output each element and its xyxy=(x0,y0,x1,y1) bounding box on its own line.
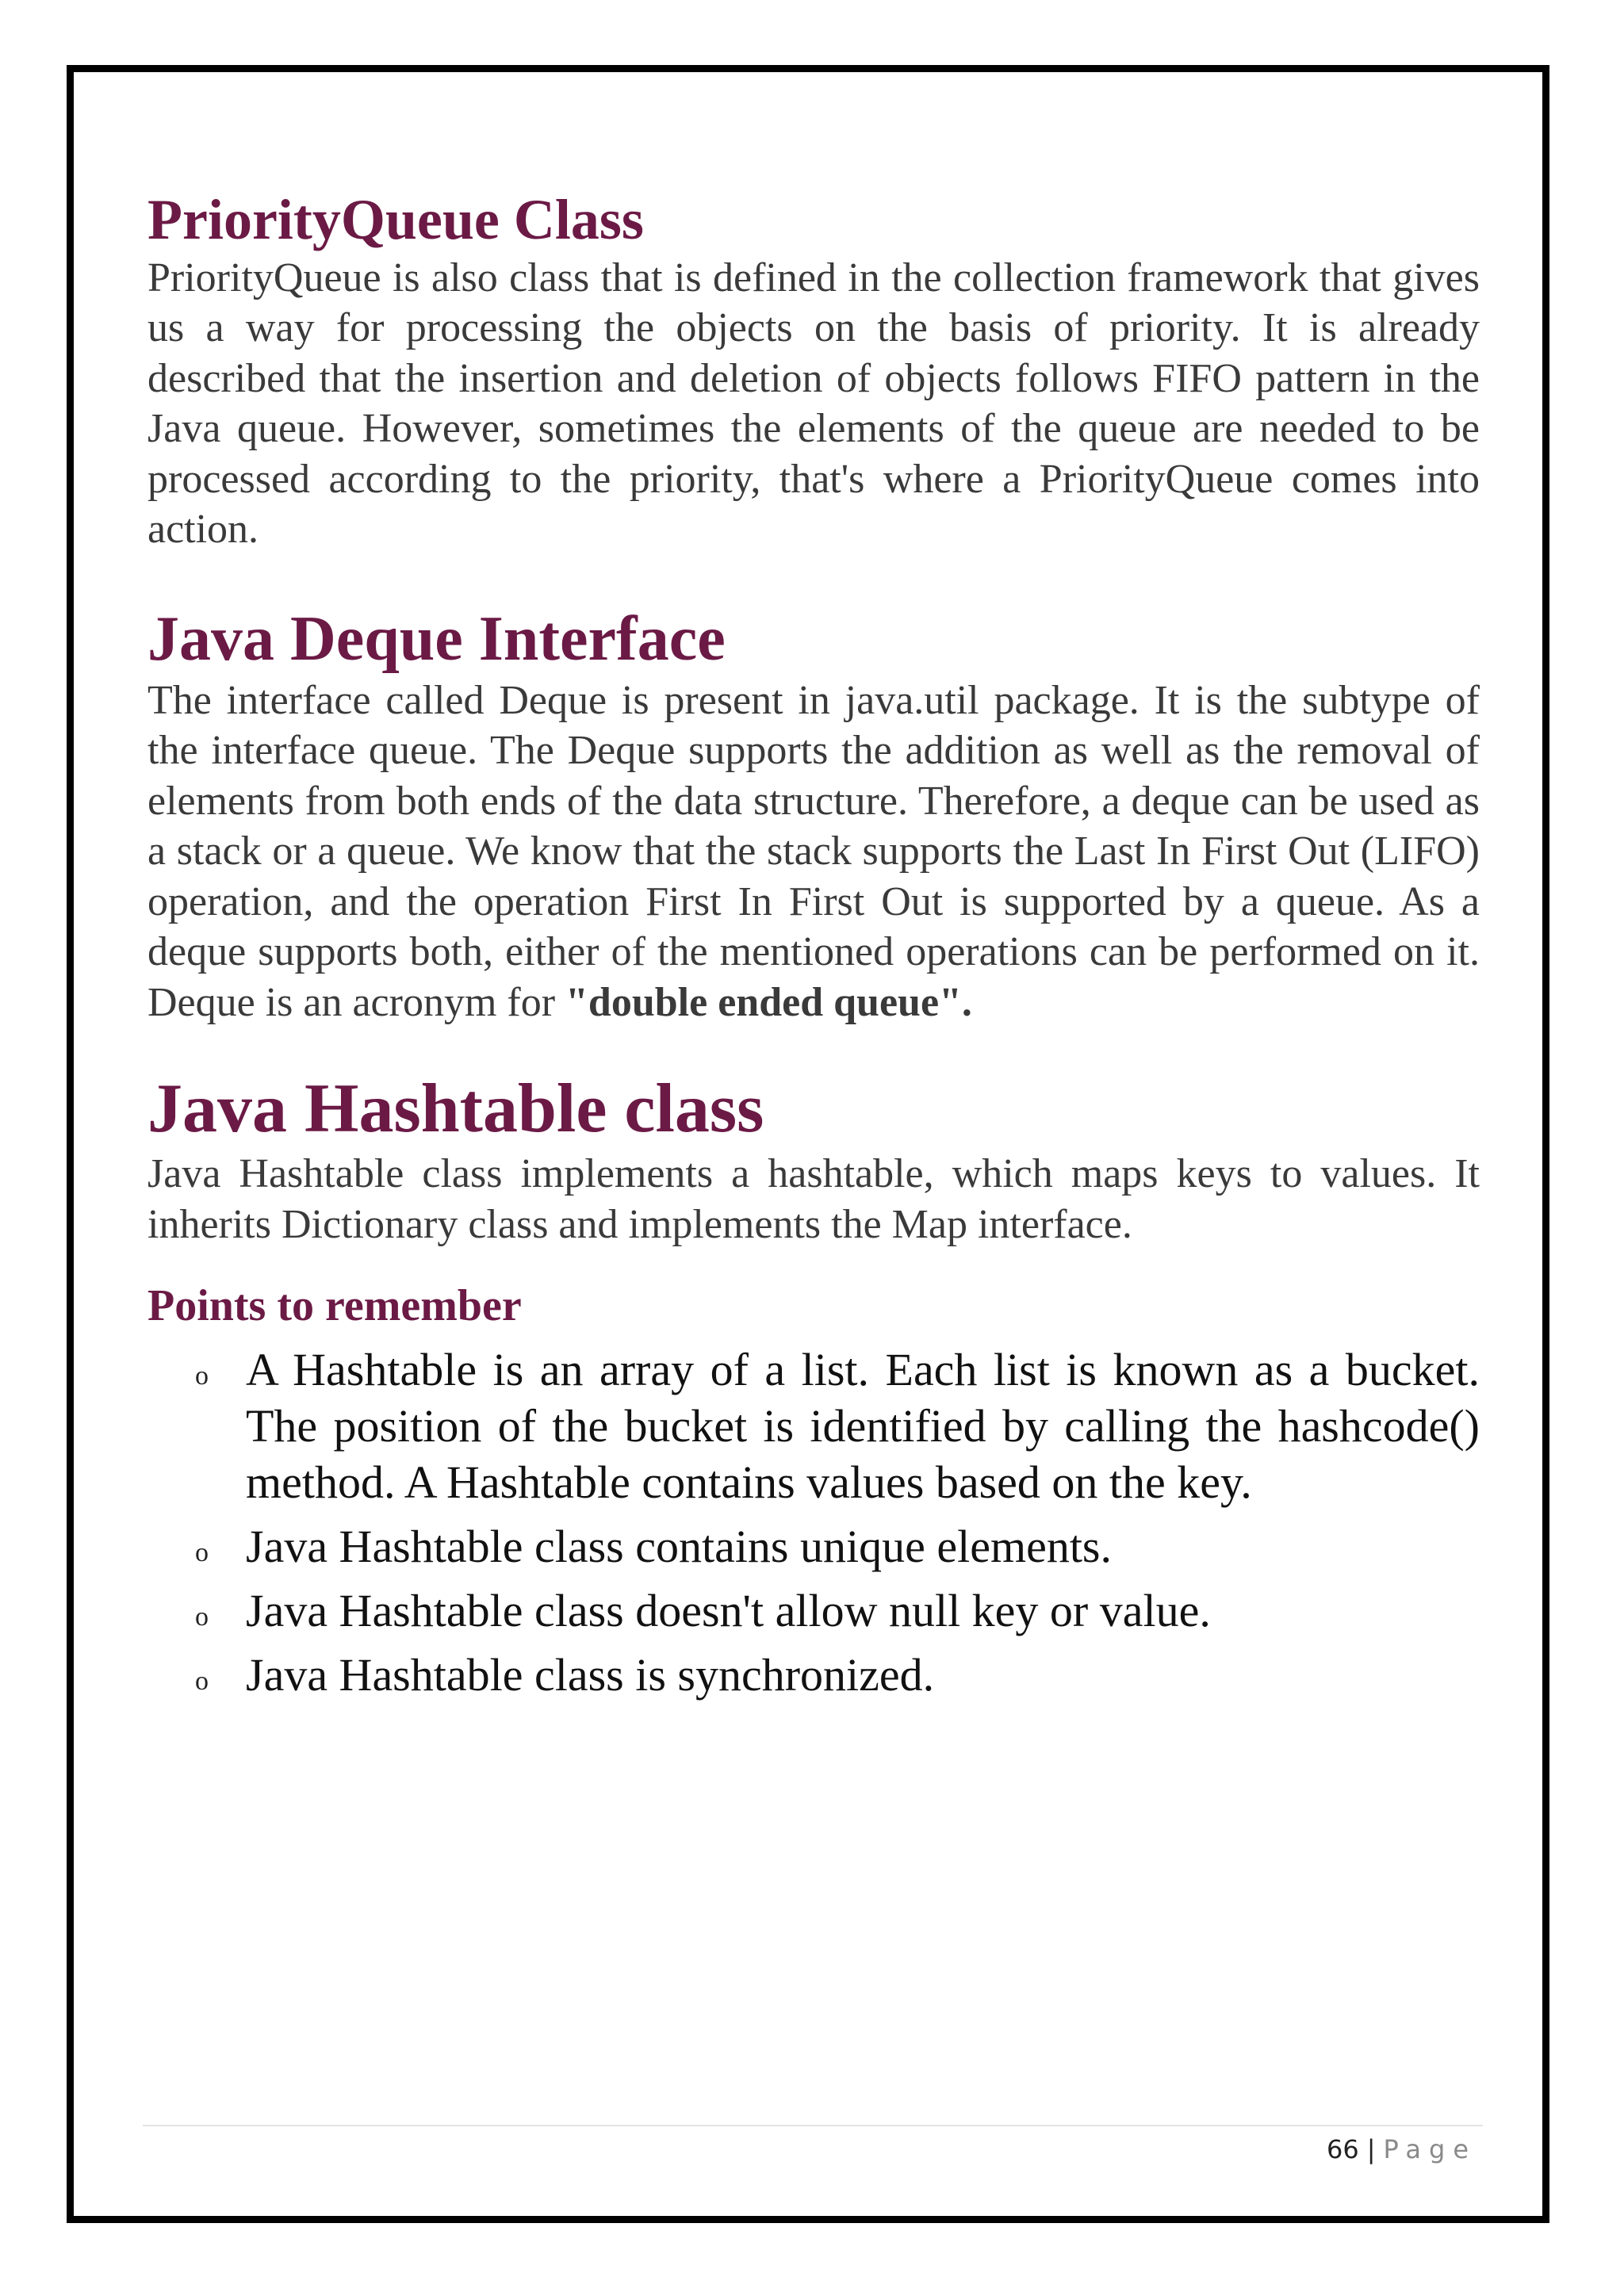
list-item-text: Java Hashtable class contains unique elements. xyxy=(246,1520,1113,1572)
bullet-icon: o xyxy=(195,1666,209,1696)
footer-divider xyxy=(143,2125,1483,2126)
section-priority-queue xyxy=(147,187,1480,555)
deque-paragraph-bold: "double ended queue". xyxy=(565,979,972,1025)
list-item xyxy=(147,1341,1480,1510)
list-item-text: A Hashtable is an array of a list. Each list is known as a bucket. The position of the bucket is identified by calling the hashcode() method. A Hashtable contains values based on the key. xyxy=(246,1343,1480,1508)
list-item xyxy=(147,1582,1480,1639)
section-hashtable xyxy=(147,1069,1480,1702)
page-footer xyxy=(1327,2134,1477,2164)
page-number: 66 xyxy=(1327,2134,1359,2164)
points-list xyxy=(147,1341,1480,1703)
points-heading: Points to remember xyxy=(147,1281,522,1331)
deque-heading: Java Deque Interface xyxy=(147,603,726,674)
list-item-text: Java Hashtable class is synchronized. xyxy=(246,1648,935,1701)
section-deque xyxy=(147,603,1480,1028)
list-item xyxy=(147,1647,1480,1703)
bullet-icon: o xyxy=(195,1601,209,1632)
footer-separator: | xyxy=(1366,2134,1376,2164)
deque-paragraph xyxy=(147,675,1480,1028)
list-item xyxy=(147,1518,1480,1575)
hashtable-paragraph: Java Hashtable class implements a hashtable, which maps keys to values. It inherits Dictionary class and implements the Map interface. xyxy=(147,1151,1480,1247)
hashtable-heading: Java Hashtable class xyxy=(147,1070,764,1148)
page-label: Page xyxy=(1383,2134,1477,2164)
deque-paragraph-text: The interface called Deque is present in java.util package. It is the subtype of the interface queue. The Deque supports the addition as well as the removal of elements from both ends of the data structure. Therefore, a deque can be used as a stack or a queue. We know that the stack supports the Last In First Out (LIFO) operation, and the operation First In First Out is supported by a queue. As a deque supports both, either of the mentioned operations can be performed on it. Deque is an acronym for xyxy=(147,677,1480,1025)
bullet-icon: o xyxy=(195,1360,209,1391)
list-item-text: Java Hashtable class doesn't allow null key or value. xyxy=(246,1584,1211,1636)
bullet-icon: o xyxy=(195,1537,209,1567)
priority-queue-heading: PriorityQueue Class xyxy=(147,188,644,251)
page-content xyxy=(147,187,1480,1711)
priority-queue-paragraph: PriorityQueue is also class that is defined in the collection framework that gives us a way for processing the objects on the basis of priority. It is already described that the insertion and deletion of objects follows FIFO pattern in the Java queue. However, sometimes the elements of the queue are needed to be processed according to the priority, that's where a PriorityQueue comes into action. xyxy=(147,254,1480,553)
